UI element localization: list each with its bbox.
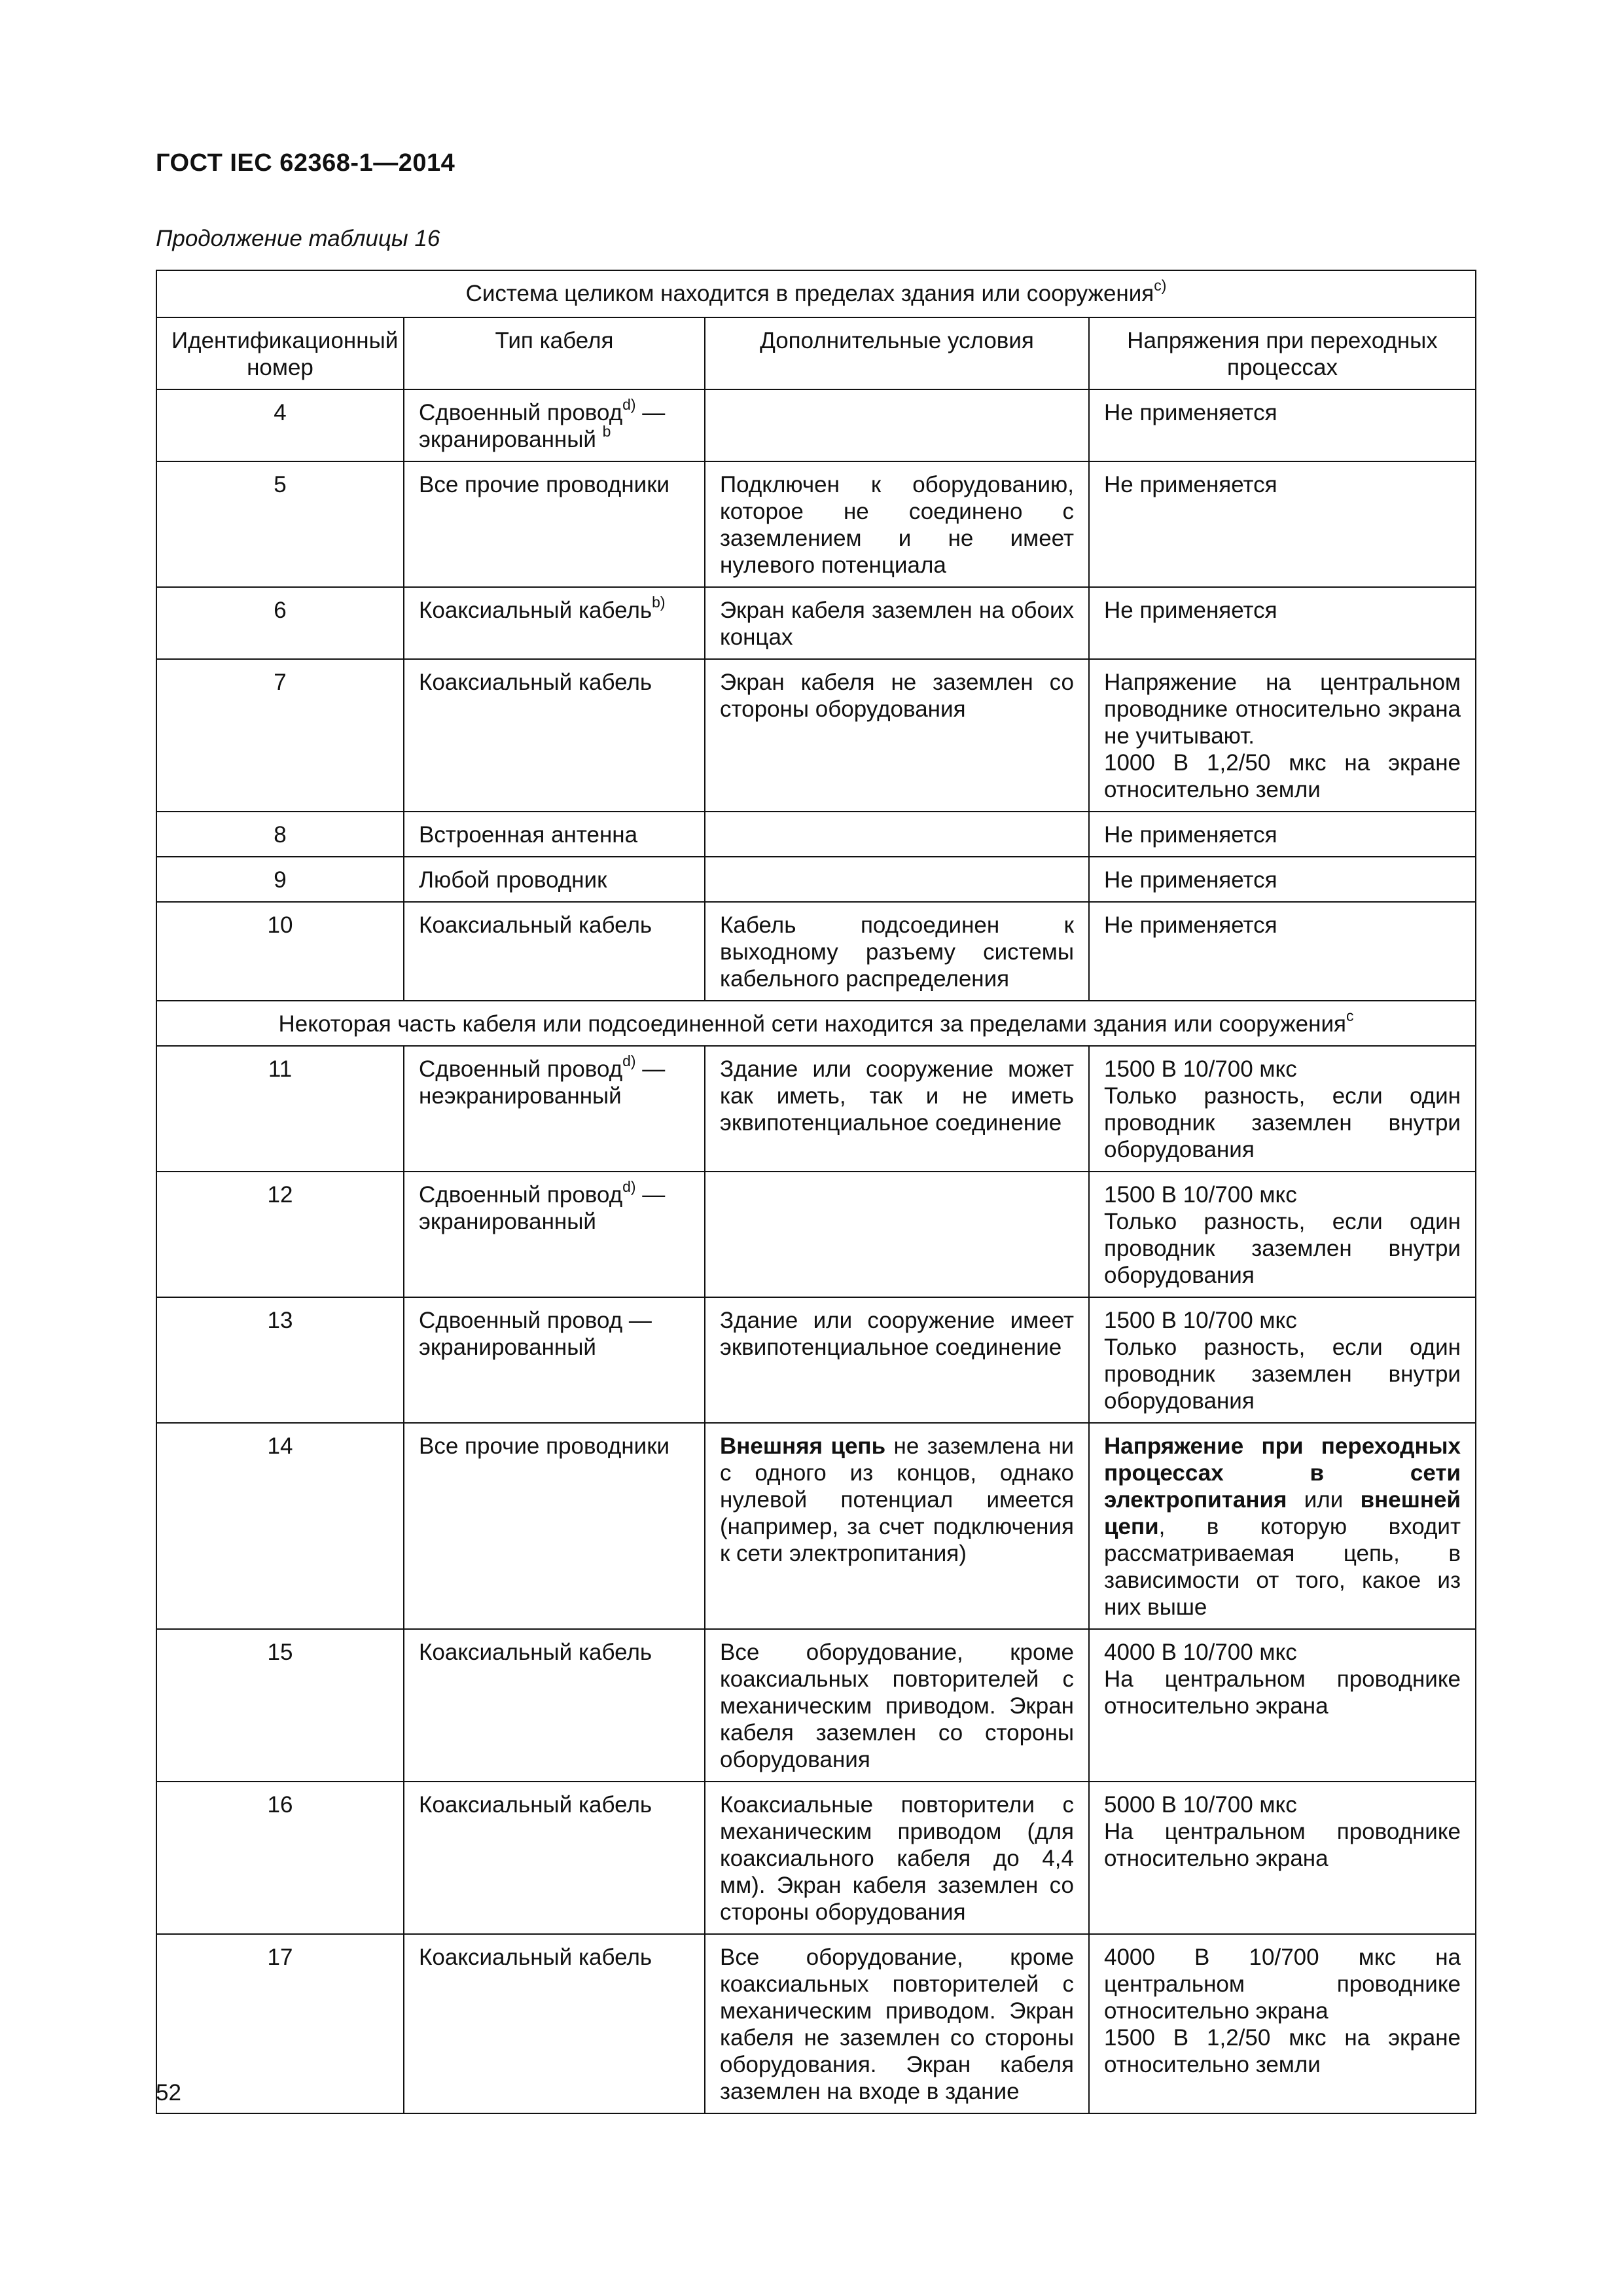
voltage-line-2: 1000 В 1,2/50 мкс на экране относительно земли bbox=[1104, 750, 1461, 802]
voltage-line-2: 1500 В 1,2/50 мкс на экране относительно земли bbox=[1104, 2025, 1461, 2077]
row-conditions: Коаксиальные повторители с механическим приводом (для коаксиального кабеля до 4,4 мм). Экран кабеля заземлен со стороны оборудования bbox=[705, 1782, 1089, 1934]
row-conditions: Здание или сооружение может как иметь, так и не иметь эквипотенциальное соединение bbox=[705, 1046, 1089, 1172]
table-row bbox=[156, 1172, 1476, 1297]
voltage-line-1: 1500 В 10/700 мкс bbox=[1104, 1056, 1297, 1082]
row-cable: Все прочие проводники bbox=[404, 461, 705, 587]
table-row bbox=[156, 1934, 1476, 2113]
row-voltage: Не применяется bbox=[1089, 389, 1476, 461]
row-cable: Коаксиальный кабель bbox=[404, 1934, 705, 2113]
cable-footnote: d) bbox=[622, 1052, 636, 1070]
section-outside-text: Некоторая часть кабеля или подсоединенной сети находится за пределами здания или сооружения bbox=[278, 1011, 1346, 1037]
row-id: 5 bbox=[156, 461, 404, 587]
row-conditions: Все оборудование, кроме коаксиальных повторителей с механическим приводом. Экран кабеля не заземлен со стороны оборудования. Экран кабеля заземлен на входе в здание bbox=[705, 1934, 1089, 2113]
row-id: 15 bbox=[156, 1629, 404, 1782]
row-conditions bbox=[705, 1172, 1089, 1297]
cable-text-rest: — экранированный bbox=[419, 400, 666, 452]
table-row bbox=[156, 1046, 1476, 1172]
voltage-line-1: Напряжение на центральном проводнике относительно экрана не учитывают. bbox=[1104, 670, 1461, 749]
table-row bbox=[156, 389, 1476, 461]
row-voltage: Не применяется bbox=[1089, 587, 1476, 659]
cable-footnote: b) bbox=[652, 594, 666, 611]
voltage-text: , в которую входит рассматриваемая цепь, в зависимости от того, какое из них выше bbox=[1104, 1514, 1461, 1620]
section-inside-footnote: c) bbox=[1154, 277, 1167, 295]
table-caption: Продолжение таблицы 16 bbox=[156, 226, 440, 251]
cable-footnote-2: b bbox=[602, 423, 611, 440]
row-voltage: Не применяется bbox=[1089, 902, 1476, 1001]
cable-text: Сдвоенный провод bbox=[419, 1056, 623, 1082]
row-cable bbox=[404, 1046, 705, 1172]
row-voltage bbox=[1089, 1629, 1476, 1782]
voltage-line-1: 1500 В 10/700 мкс bbox=[1104, 1308, 1297, 1333]
column-header-cable: Тип кабеля bbox=[404, 317, 705, 389]
row-conditions: Все оборудование, кроме коаксиальных повторителей с механическим приводом. Экран кабеля заземлен со стороны оборудования bbox=[705, 1629, 1089, 1782]
table-row bbox=[156, 1629, 1476, 1782]
table-row bbox=[156, 1297, 1476, 1423]
row-conditions: Здание или сооружение имеет эквипотенциальное соединение bbox=[705, 1297, 1089, 1423]
row-voltage bbox=[1089, 659, 1476, 812]
row-voltage bbox=[1089, 1046, 1476, 1172]
cable-text: Коаксиальный кабель bbox=[419, 598, 652, 623]
row-conditions: Экран кабеля не заземлен со стороны оборудования bbox=[705, 659, 1089, 812]
table-row bbox=[156, 587, 1476, 659]
row-cable: Все прочие проводники bbox=[404, 1423, 705, 1629]
row-voltage bbox=[1089, 1172, 1476, 1297]
cable-text-rest: — экранированный bbox=[419, 1182, 666, 1234]
row-cable bbox=[404, 587, 705, 659]
section-inside-text: Система целиком находится в пределах здания или сооружения bbox=[465, 281, 1154, 306]
row-voltage: Не применяется bbox=[1089, 461, 1476, 587]
voltage-line-1: 5000 В 10/700 мкс bbox=[1104, 1792, 1297, 1818]
cable-text: Сдвоенный провод bbox=[419, 400, 623, 425]
row-cable: Коаксиальный кабель bbox=[404, 902, 705, 1001]
cable-footnote: d) bbox=[622, 1178, 636, 1196]
table-row bbox=[156, 1423, 1476, 1629]
row-id: 13 bbox=[156, 1297, 404, 1423]
row-id: 8 bbox=[156, 812, 404, 857]
row-id: 9 bbox=[156, 857, 404, 902]
voltage-line-2: Только разность, если один проводник заземлен внутри оборудования bbox=[1104, 1335, 1461, 1414]
row-conditions bbox=[705, 1423, 1089, 1629]
cable-footnote: d) bbox=[622, 396, 636, 414]
row-cable bbox=[404, 1172, 705, 1297]
row-cable: Сдвоенный провод — экранированный bbox=[404, 1297, 705, 1423]
row-id: 7 bbox=[156, 659, 404, 812]
row-id: 10 bbox=[156, 902, 404, 1001]
row-voltage bbox=[1089, 1782, 1476, 1934]
row-id: 4 bbox=[156, 389, 404, 461]
voltage-line-2: На центральном проводнике относительно экрана bbox=[1104, 1819, 1461, 1871]
row-id: 16 bbox=[156, 1782, 404, 1934]
voltage-line-1: 4000 В 10/700 мкс на центральном проводнике относительно экрана bbox=[1104, 1945, 1461, 2024]
row-id: 17 bbox=[156, 1934, 404, 2113]
section-outside-footnote: c bbox=[1346, 1007, 1354, 1025]
table-16 bbox=[156, 270, 1476, 2114]
voltage-bold-term-2: внешней цепи bbox=[1104, 1487, 1461, 1539]
row-id: 11 bbox=[156, 1046, 404, 1172]
voltage-line-2: Только разность, если один проводник заземлен внутри оборудования bbox=[1104, 1083, 1461, 1162]
voltage-bold-term: Напряжение при переходных процессах в сети электропитания bbox=[1104, 1433, 1461, 1513]
row-voltage: Не применяется bbox=[1089, 857, 1476, 902]
row-conditions: Подключен к оборудованию, которое не соединено с заземлением и не имеет нулевого потенциала bbox=[705, 461, 1089, 587]
table-row bbox=[156, 902, 1476, 1001]
conditions-text: не заземлена ни с одного из концов, однако нулевой потенциал имеется (например, за счет подключения к сети электропитания) bbox=[720, 1433, 1074, 1566]
section-header-outside bbox=[156, 1001, 1476, 1046]
voltage-line-1: 4000 В 10/700 мкс bbox=[1104, 1640, 1297, 1665]
column-header-id: Идентификационный номер bbox=[156, 317, 404, 389]
table-row bbox=[156, 461, 1476, 587]
cable-text: Сдвоенный провод bbox=[419, 1182, 623, 1208]
column-header-row bbox=[156, 317, 1476, 389]
row-cable: Любой проводник bbox=[404, 857, 705, 902]
page-number: 52 bbox=[156, 2080, 181, 2106]
conditions-bold-term: Внешняя цепь bbox=[720, 1433, 886, 1459]
row-cable: Коаксиальный кабель bbox=[404, 1782, 705, 1934]
row-conditions bbox=[705, 812, 1089, 857]
column-header-voltage: Напряжения при переходных процессах bbox=[1089, 317, 1476, 389]
cable-text-rest: — неэкранированный bbox=[419, 1056, 666, 1109]
table-row bbox=[156, 857, 1476, 902]
row-voltage bbox=[1089, 1423, 1476, 1629]
row-conditions bbox=[705, 389, 1089, 461]
table-row bbox=[156, 812, 1476, 857]
row-cable: Коаксиальный кабель bbox=[404, 1629, 705, 1782]
row-id: 14 bbox=[156, 1423, 404, 1629]
section-header-inside bbox=[156, 270, 1476, 317]
row-cable: Встроенная антенна bbox=[404, 812, 705, 857]
table-row bbox=[156, 659, 1476, 812]
table-row bbox=[156, 1782, 1476, 1934]
row-conditions: Кабель подсоединен к выходному разъему системы кабельного распределения bbox=[705, 902, 1089, 1001]
voltage-line-1: 1500 В 10/700 мкс bbox=[1104, 1182, 1297, 1208]
row-conditions: Экран кабеля заземлен на обоих концах bbox=[705, 587, 1089, 659]
row-cable: Коаксиальный кабель bbox=[404, 659, 705, 812]
row-id: 12 bbox=[156, 1172, 404, 1297]
row-voltage: Не применяется bbox=[1089, 812, 1476, 857]
voltage-line-2: Только разность, если один проводник заземлен внутри оборудования bbox=[1104, 1209, 1461, 1288]
document-title: ГОСТ IEC 62368-1—2014 bbox=[156, 149, 455, 177]
row-id: 6 bbox=[156, 587, 404, 659]
voltage-text-mid: или bbox=[1287, 1487, 1361, 1513]
column-header-conditions: Дополнительные условия bbox=[705, 317, 1089, 389]
voltage-line-2: На центральном проводнике относительно экрана bbox=[1104, 1666, 1461, 1719]
row-cable bbox=[404, 389, 705, 461]
row-voltage bbox=[1089, 1297, 1476, 1423]
row-conditions bbox=[705, 857, 1089, 902]
row-voltage bbox=[1089, 1934, 1476, 2113]
